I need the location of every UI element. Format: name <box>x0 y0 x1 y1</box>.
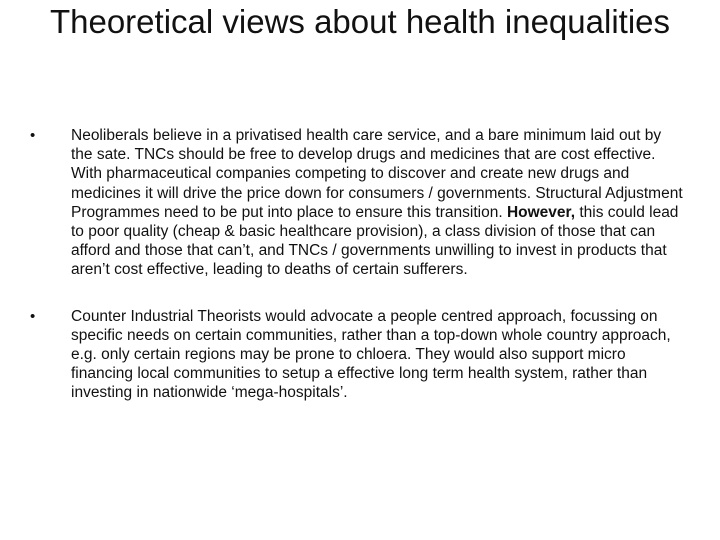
however-bold-text: However, <box>506 203 576 221</box>
bullet-item-counter-industrial <box>26 307 686 403</box>
bullet-marker: • <box>30 127 36 144</box>
neoliberals-consequences-text: this could lead to poor quality (cheap & basic healthcare provision), a class division of those that can afford and those that can’t, and TNCs / governments unwilling to invest in products that aren’t cost effective, leading to deaths of certain sufferers. <box>71 203 679 279</box>
slide-title: Theoretical views about health inequalities <box>49 3 671 40</box>
neoliberals-text: Neoliberals believe in a privatised health care service, and a bare minimum laid out by the sate. TNCs should be free to develop drugs and medicines that are cost effective. With pharmaceutical companies competing to discover and create new drugs and medicines it will drive the price down for consumers / governments. Structural Adjustment Programmes need to be put into place to ensure this transition. <box>71 127 683 221</box>
bullet-item-neoliberals <box>26 126 686 280</box>
counter-industrial-text: Counter Industrial Theorists would advocate a people centred approach, focussing on specific needs on certain communities, rather than a top-down whole country approach, e.g. only certain regions may be prone to chloera. They would also support micro financing local communities to setup a effective long term health system, rather than investing in nationwide ‘mega-hospitals’. <box>71 307 671 402</box>
bullet-list <box>26 126 686 403</box>
bullet-marker: • <box>30 307 36 325</box>
